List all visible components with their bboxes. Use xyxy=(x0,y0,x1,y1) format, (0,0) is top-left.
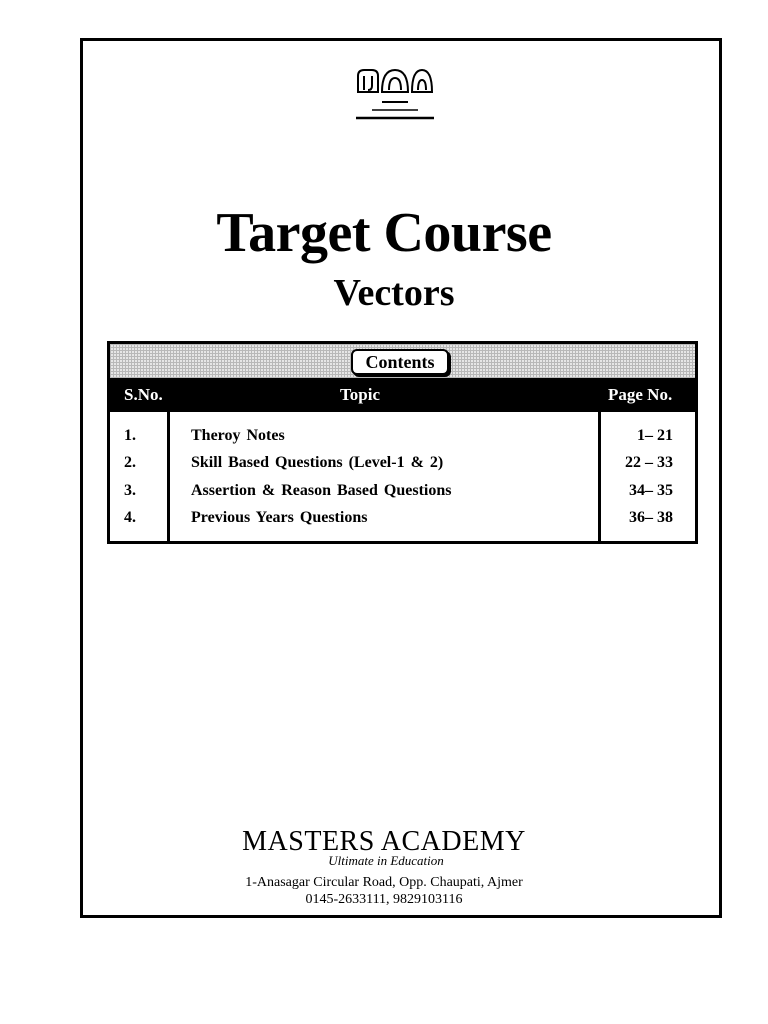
column-header-sno: S.No. xyxy=(124,385,163,404)
row-topic: Assertion & Reason Based Questions xyxy=(191,482,452,499)
table-body xyxy=(110,412,695,541)
row-topic: Previous Years Questions xyxy=(191,509,368,526)
row-page: 36– 38 xyxy=(629,509,673,526)
row-topic: Theroy Notes xyxy=(191,427,285,444)
column-header-page: Page No. xyxy=(608,385,673,404)
academy-address: 1-Anasagar Circular Road, Opp. Chaupati, Ajmer xyxy=(245,875,523,890)
academy-footer xyxy=(0,826,768,908)
page-title: Target Course xyxy=(216,202,552,264)
row-page: 22 – 33 xyxy=(625,454,673,471)
academy-tagline: Ultimate in Education xyxy=(328,853,444,868)
row-sno: 4. xyxy=(124,509,136,526)
row-page: 1– 21 xyxy=(637,427,673,444)
academy-name: MASTERS ACADEMY xyxy=(242,826,526,857)
contents-band xyxy=(110,344,695,378)
row-sno: 3. xyxy=(124,482,136,499)
contents-label: Contents xyxy=(351,349,449,375)
academy-phone: 0145-2633111, 9829103116 xyxy=(305,892,463,907)
page-subtitle: Vectors xyxy=(333,272,455,314)
row-page: 34– 35 xyxy=(629,482,673,499)
row-sno: 1. xyxy=(124,427,136,444)
table-row xyxy=(110,481,695,508)
table-row xyxy=(110,426,695,453)
academy-logo-icon xyxy=(352,62,438,122)
row-topic: Skill Based Questions (Level-1 & 2) xyxy=(191,454,444,471)
contents-table xyxy=(107,341,698,544)
column-header-topic: Topic xyxy=(339,385,380,404)
table-row xyxy=(110,508,695,535)
table-header xyxy=(110,378,695,412)
table-row xyxy=(110,453,695,480)
row-sno: 2. xyxy=(124,454,136,471)
